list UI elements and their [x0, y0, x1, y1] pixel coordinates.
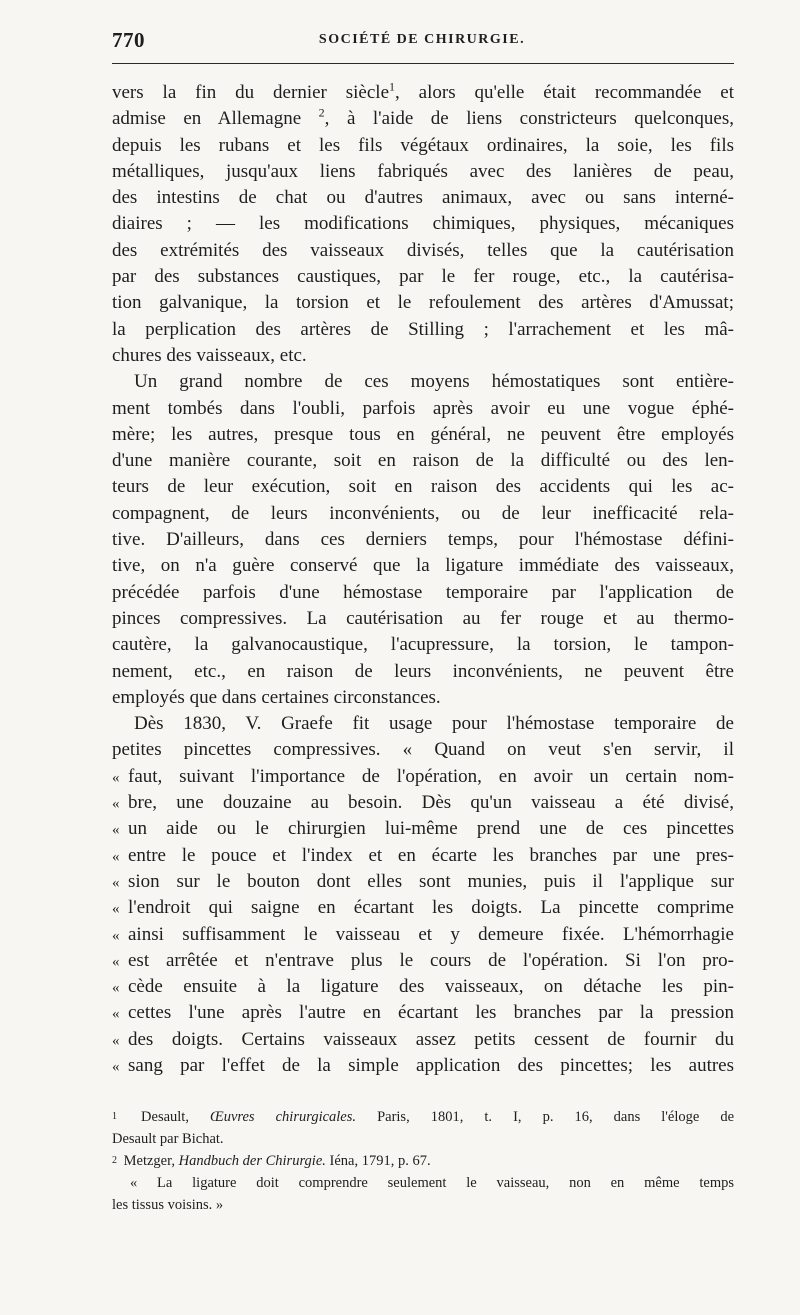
footnote-3-cont: les tissus voisins. » — [112, 1197, 224, 1213]
line-text: faut, suivant l'importance de l'opération, en avoir un certain nom- — [128, 765, 734, 787]
text-line — [112, 659, 734, 685]
text-line — [112, 869, 734, 895]
line-text: un aide ou le chirurgien lui-même prend une de ces pincettes — [128, 818, 734, 840]
text-line — [112, 343, 734, 369]
line-text-rest: , à l'aide de liens constricteurs quelconques, — [324, 108, 734, 130]
line-text: des intestins de chat ou d'autres animaux, avec ou sans interné- — [112, 187, 734, 209]
line-text: sang par l'effet de la simple application des pincettes; les autres — [128, 1054, 734, 1076]
quote-mark: « — [112, 822, 120, 839]
line-text: admise en Allemagne — [112, 108, 319, 130]
page-number: 770 — [112, 28, 145, 52]
line-text: par des substances caustiques, par le fer rouge, etc., la cautérisa- — [112, 266, 734, 288]
footnote-ref: 1 — [389, 79, 396, 94]
text-line — [112, 264, 734, 290]
text-line — [112, 1027, 734, 1053]
footnote-3: « La ligature doit comprendre seulement le vaisseau, non en même temps — [130, 1175, 734, 1191]
footnote-title: Handbuch der Chirurgie. — [178, 1153, 326, 1169]
quote-mark: « — [112, 980, 120, 997]
text-line — [112, 843, 734, 869]
text-line — [112, 1053, 734, 1079]
line-text: des doigts. Certains vaisseaux assez petits cessent de fournir du — [128, 1028, 734, 1050]
quote-mark: « — [112, 1058, 120, 1075]
text-line — [112, 527, 734, 553]
line-text: bre, une douzaine au besoin. Dès qu'un vaisseau a été divisé, — [128, 792, 734, 814]
line-text: des extrémités des vaisseaux divisés, telles que la cautérisation — [112, 239, 734, 261]
footnote-1-cont: Desault par Bichat. — [112, 1131, 224, 1147]
footnote-author: Desault, — [141, 1109, 189, 1125]
text-line — [112, 159, 734, 185]
line-text-rest: , alors qu'elle était recommandée et — [395, 82, 734, 103]
footnote-number: 2 — [112, 1155, 117, 1166]
line-text: précédée parfois d'une hémostase temporaire par l'application de — [112, 581, 734, 603]
text-line — [112, 422, 734, 448]
text-line — [112, 606, 734, 632]
line-text: tive. D'ailleurs, dans ces derniers temps, pour l'hémostase défini- — [112, 529, 734, 551]
line-text: tive, on n'a guère conservé que la ligature immédiate des vaisseaux, — [112, 555, 734, 577]
text-line — [112, 185, 734, 211]
footnote-1 — [112, 1106, 734, 1128]
footnote-author: Metzger, — [123, 1153, 175, 1169]
line-text: chures des vaisseaux, etc. — [112, 344, 307, 366]
line-text: compagnent, de leurs inconvénients, ou de leur inefficacité rela- — [112, 502, 734, 524]
text-line — [112, 580, 734, 606]
text-line — [112, 211, 734, 237]
line-text: nement, etc., en raison de leurs inconvénients, ne peuvent être — [112, 660, 734, 682]
line-text: ainsi suffisamment le vaisseau et y demeure fixée. L'hémorrhagie — [128, 923, 734, 945]
line-text: est arrêtée et n'entrave plus le cours de l'opération. Si l'on pro- — [128, 949, 734, 971]
body-text — [112, 80, 734, 1079]
text-line — [112, 1000, 734, 1026]
line-text: mère; les autres, presque tous en général, ne peuvent être employés — [112, 423, 734, 445]
line-text: sion sur le bouton dont elles sont munies, puis il l'applique sur — [128, 870, 734, 892]
footnote-ref: 2 — [318, 105, 325, 120]
line-text: Dès 1830, V. Graefe fit usage pour l'hémostase temporaire de — [134, 713, 734, 735]
text-line — [112, 396, 734, 422]
quote-mark: « — [112, 927, 120, 944]
line-text: cède ensuite à la ligature des vaisseaux, on détache les pin- — [128, 976, 734, 998]
text-line — [112, 895, 734, 921]
text-line — [112, 553, 734, 579]
text-line — [112, 922, 734, 948]
text-line — [112, 238, 734, 264]
line-text: entre le pouce et l'index et en écarte les branches par une pres- — [128, 844, 734, 866]
text-line — [112, 369, 734, 395]
footnote-number: 1 — [112, 1111, 117, 1122]
text-line — [112, 80, 734, 106]
line-text: vers la fin du dernier siècle — [112, 82, 390, 103]
text-line — [112, 711, 734, 737]
line-text: d'une manière courante, soit en raison de la difficulté ou des len- — [112, 450, 734, 472]
text-line — [112, 317, 734, 343]
line-text: ment tombés dans l'oubli, parfois après avoir eu une vogue éphé- — [112, 397, 734, 419]
quote-mark: « — [112, 796, 120, 813]
text-line — [112, 290, 734, 316]
text-line — [112, 632, 734, 658]
line-text: la perplication des artères de Stilling ; l'arrachement et les mâ- — [112, 318, 734, 340]
page-header — [112, 28, 732, 58]
text-line — [112, 474, 734, 500]
running-head: SOCIÉTÉ DE CHIRURGIE. — [318, 32, 526, 47]
footnote-title: Œuvres chirurgicales. — [210, 1109, 357, 1125]
footnote-text: Iéna, 1791, p. 67. — [329, 1153, 431, 1169]
footnote-text: Paris, 1801, t. I, p. 16, dans l'éloge de — [377, 1109, 735, 1125]
line-text: l'endroit qui saigne en écartant les doigts. La pincette comprime — [128, 897, 734, 919]
quote-mark: « — [112, 874, 120, 891]
text-line — [112, 816, 734, 842]
line-text: Un grand nombre de ces moyens hémostatiques sont entière- — [134, 371, 734, 393]
line-text: tion galvanique, la torsion et le refoulement des artères d'Amussat; — [112, 292, 734, 314]
text-line — [112, 448, 734, 474]
line-text: employés que dans certaines circonstances. — [112, 686, 441, 708]
quote-mark: « — [112, 901, 120, 918]
line-text: diaires ; — les modifications chimiques, physiques, mécaniques — [112, 213, 734, 235]
quote-mark: « — [112, 953, 120, 970]
text-line — [112, 106, 734, 132]
text-line — [112, 737, 734, 763]
quote-mark: « — [112, 769, 120, 786]
line-text: depuis les rubans et les fils végétaux ordinaires, la soie, les fils — [112, 134, 734, 156]
footnotes — [112, 1106, 734, 1216]
line-text: cautère, la galvanocaustique, l'acupressure, la torsion, le tampon- — [112, 634, 734, 656]
line-text: cettes l'une après l'autre en écartant les branches par la pression — [128, 1002, 734, 1024]
text-line — [112, 764, 734, 790]
text-line — [112, 501, 734, 527]
line-text: métalliques, jusqu'aux liens fabriqués avec des lanières de peau, — [112, 160, 734, 182]
quote-mark: « — [112, 1006, 120, 1023]
quote-mark: « — [112, 1032, 120, 1049]
line-text: petites pincettes compressives. « Quand on veut s'en servir, il — [112, 739, 734, 761]
quote-mark: « — [112, 848, 120, 865]
line-text: pinces compressives. La cautérisation au fer rouge et au thermo- — [112, 607, 734, 629]
text-line — [112, 790, 734, 816]
header-rule — [112, 63, 734, 64]
text-line — [112, 974, 734, 1000]
text-line — [112, 948, 734, 974]
text-line — [112, 133, 734, 159]
text-line — [112, 685, 734, 711]
line-text: teurs de leur exécution, soit en raison des accidents qui les ac- — [112, 476, 734, 498]
footnote-2 — [112, 1150, 734, 1172]
